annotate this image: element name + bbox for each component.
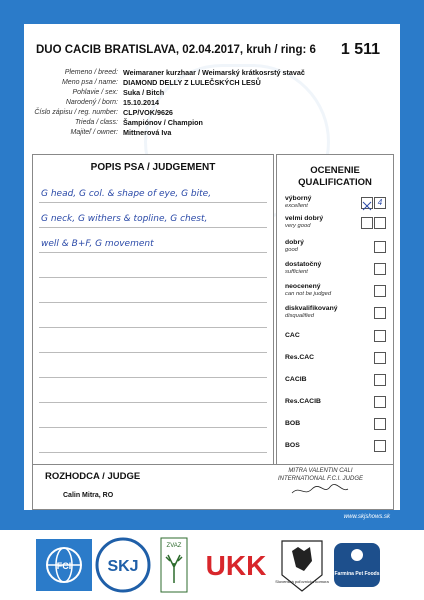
title-name: Res.CACIB — [285, 398, 321, 405]
title-name: BOS — [285, 442, 300, 449]
very-good-checkbox[interactable] — [361, 217, 373, 229]
judge-heading: ROZHODCA / JUDGE — [45, 471, 141, 482]
ruled-line — [39, 427, 267, 428]
skj-circle-icon — [94, 537, 152, 593]
info-value: CLP/VOK/9626 — [123, 108, 173, 117]
ruled-line — [39, 452, 267, 453]
grade-sub: sufficient — [285, 269, 308, 275]
res-cacib-checkbox[interactable] — [374, 396, 386, 408]
grade-sub: good — [285, 247, 298, 253]
excellent-rank-box[interactable]: 4 — [374, 197, 386, 209]
ukk-logo — [202, 545, 270, 585]
ruled-line — [39, 327, 267, 328]
ruled-line — [39, 252, 267, 253]
title-name: CAC — [285, 332, 300, 339]
check-x-icon — [362, 201, 372, 211]
info-value: Suka / Bitch — [123, 88, 165, 97]
bos-checkbox[interactable] — [374, 440, 386, 452]
info-row-sex — [24, 88, 400, 98]
good-checkbox[interactable] — [374, 241, 386, 253]
hunting-chamber-logo — [275, 537, 329, 593]
grade-name: velmi dobrý — [285, 215, 324, 222]
ruled-line — [39, 302, 267, 303]
handwritten-line: G neck, G withers & topline, G chest, — [41, 214, 208, 224]
dog-badge-icon — [275, 537, 329, 593]
judgement-sheet — [24, 24, 400, 510]
info-value: Mittnerová Iva — [123, 128, 172, 137]
grade-name: výborný — [285, 195, 312, 202]
res-cac-checkbox[interactable] — [374, 352, 386, 364]
info-value: Weimaraner kurzhaar / Weimarský krátkosrstý stavač — [123, 68, 305, 77]
info-row-name — [24, 78, 400, 88]
deer-icon — [160, 537, 188, 593]
cacib-checkbox[interactable] — [374, 374, 386, 386]
grade-sub: can not be judged — [285, 291, 332, 297]
info-value: DIAMOND DELLY Z LULEČSKÝCH LESŮ — [123, 78, 261, 87]
info-label: Narodený / born: — [65, 99, 118, 106]
not-judged-checkbox[interactable] — [374, 285, 386, 297]
farmina-logo — [332, 541, 382, 589]
logo-text: UKK — [205, 550, 267, 581]
title-name: BOB — [285, 420, 301, 427]
logo-text: Slovenská poľovnícka komora — [275, 579, 329, 584]
fci-logo — [36, 539, 92, 591]
info-label: Meno psa / name: — [61, 79, 118, 86]
logo-text: ZVAZ — [166, 543, 182, 549]
grade-name: dobrý — [285, 239, 304, 246]
info-row-reg — [24, 108, 400, 118]
ruled-line — [39, 277, 267, 278]
info-row-born — [24, 98, 400, 108]
ruled-line — [39, 227, 267, 228]
ruled-line — [39, 352, 267, 353]
grade-sub: excellent — [285, 203, 308, 209]
cac-checkbox[interactable] — [374, 330, 386, 342]
handwritten-line: well & B+F, G movement — [41, 239, 154, 249]
logo-text: SKJ — [107, 558, 139, 575]
qualification-subheading: QUALIFICATION — [298, 177, 372, 188]
judgement-heading: POPIS PSA / JUDGEMENT — [90, 162, 216, 173]
show-title: DUO CACIB BRATISLAVA, 02.04.2017, kruh / ring: 6 — [36, 44, 316, 56]
title-name: Res.CAC — [285, 354, 315, 361]
catalog-number: 1 511 — [340, 41, 380, 58]
info-row-owner — [24, 128, 400, 138]
sponsor-logos — [0, 535, 424, 600]
info-value: Šampiónov / Champion — [123, 118, 203, 127]
stamp-line: MITRA VALENTIN CALI — [288, 468, 353, 474]
disqualified-checkbox[interactable] — [374, 307, 386, 319]
judge-stamp — [278, 467, 363, 500]
sufficient-checkbox[interactable] — [374, 263, 386, 275]
very-good-rank-box[interactable] — [374, 217, 386, 229]
title-name: CACIB — [285, 376, 307, 383]
info-label: Trieda / class: — [74, 119, 118, 126]
dog-info-block — [24, 68, 400, 138]
ruled-line — [39, 377, 267, 378]
fci-globe-icon — [36, 539, 92, 591]
judge-box — [32, 464, 394, 510]
bob-checkbox[interactable] — [374, 418, 386, 430]
grade-name: dostatočný — [285, 261, 322, 268]
skj-logo — [94, 537, 152, 593]
qualification-heading: OCENENIE — [310, 165, 360, 176]
handwritten-line: G head, G col. & shape of eye, G bite, — [41, 189, 212, 199]
logo-text: FCI — [56, 561, 72, 571]
info-value: 15.10.2014 — [123, 98, 159, 107]
grade-name: neocenený — [285, 283, 321, 290]
info-label: Číslo zápisu / reg. number: — [34, 109, 118, 116]
info-label: Pohlavie / sex: — [72, 89, 118, 96]
logo-text: Farmina Pet Foods — [334, 571, 380, 577]
judge-name: Calin Mitra, RO — [63, 492, 114, 499]
website-url: www.skjshows.sk — [343, 514, 390, 520]
info-label: Majiteľ / owner: — [70, 129, 118, 136]
excellent-checkbox[interactable] — [361, 197, 373, 209]
grade-sub: very good — [285, 223, 311, 229]
judgement-box — [32, 154, 274, 468]
info-label: Plemeno / breed: — [64, 69, 118, 76]
stamp-line: INTERNATIONAL F.C.I. JUDGE — [277, 476, 363, 482]
grade-sub: disqualified — [285, 313, 315, 319]
info-row-breed — [24, 68, 400, 78]
signature-icon — [290, 483, 350, 497]
info-row-class — [24, 118, 400, 128]
qualification-box — [276, 154, 394, 468]
farmina-badge-icon — [332, 541, 382, 589]
zvaz-logo — [160, 537, 188, 593]
ruled-line — [39, 202, 267, 203]
ruled-line — [39, 402, 267, 403]
grade-name: diskvalifikovaný — [285, 305, 338, 312]
ukk-text-icon — [202, 545, 270, 585]
